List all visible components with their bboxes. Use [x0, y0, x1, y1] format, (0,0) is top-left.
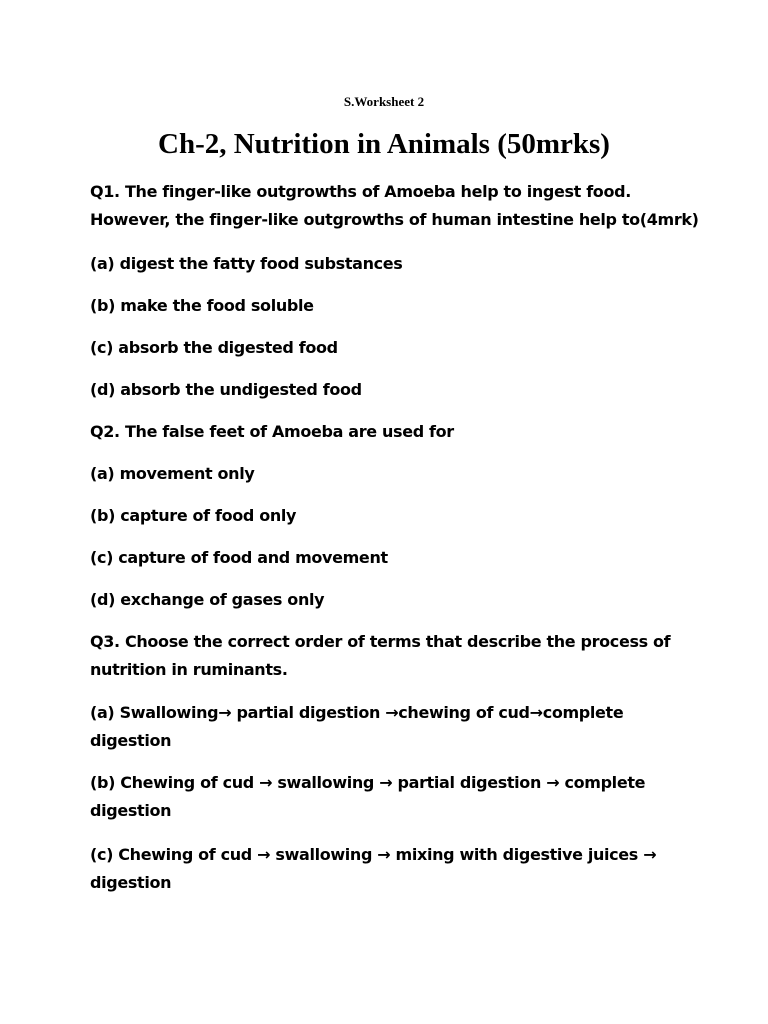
question-1-line-1: Q1. The finger-like outgrowths of Amoeba help to ingest food. — [90, 182, 631, 201]
question-3-option-b — [90, 769, 730, 825]
question-1-option-c — [90, 334, 730, 362]
question-2-option-d — [90, 586, 730, 614]
option-text: (a) movement only — [90, 464, 255, 483]
question-2-option-b — [90, 502, 730, 530]
option-text-line-1: (b) Chewing of cud → swallowing → partial digestion → complete — [90, 773, 646, 792]
question-1-line-2: However, the finger-like outgrowths of human intestine help to(4mrk) — [90, 210, 699, 229]
question-3-option-c — [90, 841, 730, 897]
option-text-line-2: digestion — [90, 801, 172, 820]
question-1-option-d — [90, 376, 730, 404]
question-1-option-a — [90, 250, 730, 278]
option-text: (d) exchange of gases only — [90, 590, 325, 609]
question-2-option-a — [90, 460, 730, 488]
question-1-option-b — [90, 292, 730, 320]
question-3-text — [90, 628, 730, 684]
page-title: Ch-2, Nutrition in Animals (50mrks) — [158, 128, 610, 160]
question-2-line-1: Q2. The false feet of Amoeba are used for — [90, 422, 454, 441]
question-1-text — [90, 178, 730, 234]
option-text-line-1: (a) Swallowing→ partial digestion →chewing of cud→complete — [90, 703, 624, 722]
option-text: (d) absorb the undigested food — [90, 380, 362, 399]
option-text-line-1: (c) Chewing of cud → swallowing → mixing with digestive juices → — [90, 845, 657, 864]
option-text: (c) absorb the digested food — [90, 338, 338, 357]
question-3-line-1: Q3. Choose the correct order of terms that describe the process of — [90, 632, 671, 651]
worksheet-label: S.Worksheet 2 — [343, 94, 425, 109]
option-text-line-2: digestion — [90, 731, 172, 750]
option-text: (b) make the food soluble — [90, 296, 314, 315]
question-3-line-2: nutrition in ruminants. — [90, 660, 288, 679]
option-text-line-2: digestion — [90, 873, 172, 892]
option-text: (a) digest the fatty food substances — [90, 254, 403, 273]
question-2-option-c — [90, 544, 730, 572]
option-text: (b) capture of food only — [90, 506, 297, 525]
question-2-text — [90, 418, 730, 446]
question-3-option-a — [90, 699, 730, 755]
option-text: (c) capture of food and movement — [90, 548, 388, 567]
